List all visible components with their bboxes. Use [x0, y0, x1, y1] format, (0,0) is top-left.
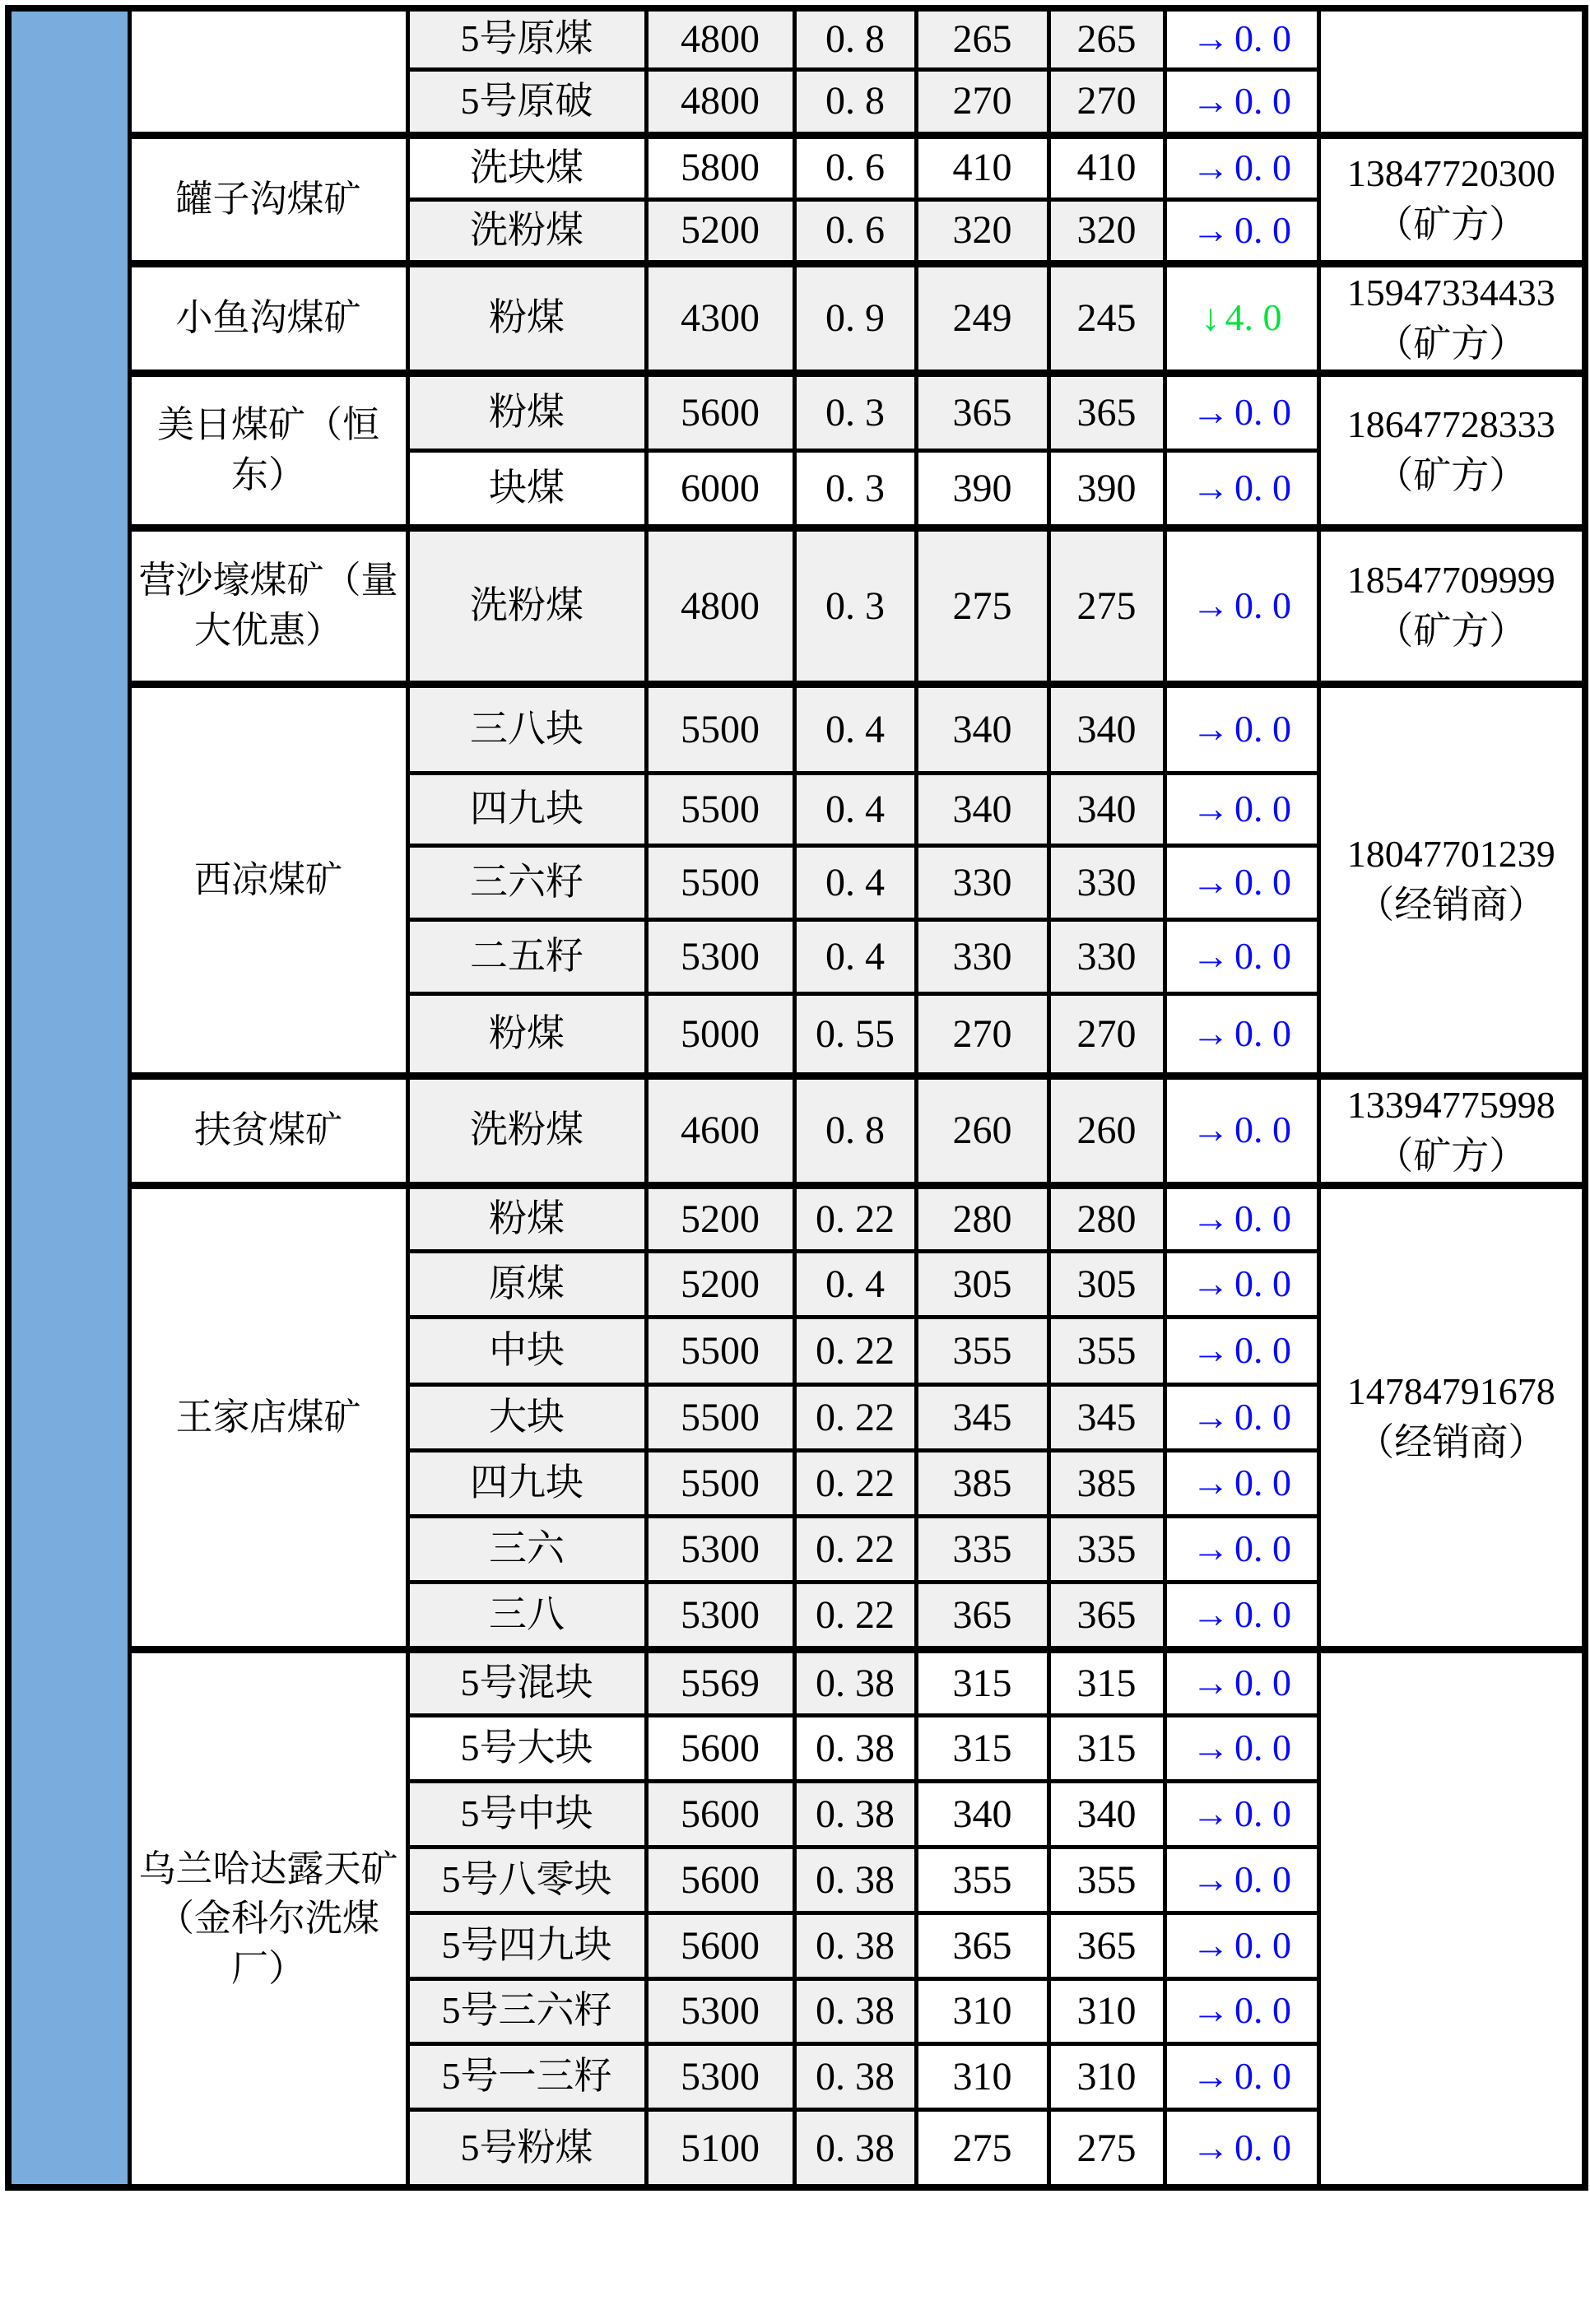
coal-type-cell: 块煤: [407, 450, 646, 528]
price-prev-cell: 310: [916, 1978, 1048, 2043]
price-now-cell: 390: [1048, 450, 1165, 528]
sulfur-value-cell: 0. 6: [794, 135, 916, 199]
sulfur-value-cell: 0. 3: [794, 528, 916, 684]
trend-flat-icon: →: [1192, 1857, 1230, 1900]
sulfur-value-cell: 0. 22: [794, 1516, 916, 1582]
price-change-cell: [1165, 1978, 1318, 2043]
price-prev-cell: 330: [916, 919, 1048, 993]
trend-flat-icon: →: [1192, 860, 1230, 903]
calorific-value-cell: 5600: [646, 1715, 794, 1781]
price-prev-cell: 315: [916, 1715, 1048, 1781]
phone-cell: [1318, 135, 1585, 263]
price-prev-cell: 345: [916, 1384, 1048, 1450]
coal-type-cell: 三八: [407, 1582, 646, 1649]
trend-flat-icon: →: [1192, 1262, 1230, 1304]
sulfur-value-cell: 0. 8: [794, 8, 916, 69]
phone-number: 13394775998: [1346, 1083, 1555, 1126]
price-prev-cell: 270: [916, 69, 1048, 135]
trend-flat-icon: →: [1192, 1661, 1230, 1703]
price-change-cell: [1165, 2109, 1318, 2187]
change-value: 0. 0: [1234, 2054, 1291, 2097]
price-change-cell: [1165, 1076, 1318, 1185]
change-value: 0. 0: [1234, 208, 1291, 251]
trend-flat-icon: →: [1192, 1109, 1230, 1151]
mine-name-cell: 小鱼沟煤矿: [129, 263, 407, 373]
calorific-value-cell: 5800: [646, 135, 794, 199]
price-change-cell: [1165, 1516, 1318, 1582]
change-value: 0. 0: [1234, 1395, 1291, 1438]
price-prev-cell: 260: [916, 1076, 1048, 1185]
coal-type-cell: 三六籽: [407, 845, 646, 919]
phone-cell: [1318, 684, 1585, 1076]
calorific-value-cell: 4800: [646, 528, 794, 684]
calorific-value-cell: 5500: [646, 1384, 794, 1450]
calorific-value-cell: 4800: [646, 69, 794, 135]
change-value: 0. 0: [1234, 1989, 1291, 2032]
phone-cell: [1318, 1649, 1585, 2187]
phone-role: （经销商）: [1356, 1421, 1546, 1464]
calorific-value-cell: 4600: [646, 1076, 794, 1185]
price-prev-cell: 365: [916, 1582, 1048, 1649]
coal-type-cell: 粉煤: [407, 993, 646, 1076]
price-change-cell: [1165, 528, 1318, 684]
price-prev-cell: 330: [916, 845, 1048, 919]
calorific-value-cell: 5100: [646, 2109, 794, 2187]
trend-flat-icon: →: [1192, 2126, 1230, 2168]
change-value: 0. 0: [1234, 707, 1291, 750]
price-now-cell: 340: [1048, 773, 1165, 845]
price-now-cell: 340: [1048, 1781, 1165, 1847]
sulfur-value-cell: 0. 8: [794, 69, 916, 135]
price-now-cell: 310: [1048, 2043, 1165, 2109]
phone-number: 14784791678: [1346, 1370, 1555, 1413]
change-value: 0. 0: [1234, 1527, 1291, 1569]
price-prev-cell: 275: [916, 2109, 1048, 2187]
price-change-cell: [1165, 450, 1318, 528]
mine-name-cell: 王家店煤矿: [129, 1185, 407, 1649]
coal-type-cell: 洗块煤: [407, 135, 646, 199]
trend-down-icon: ↓: [1201, 296, 1220, 339]
change-value: 0. 0: [1234, 1328, 1291, 1371]
calorific-value-cell: 6000: [646, 450, 794, 528]
sulfur-value-cell: 0. 6: [794, 199, 916, 263]
price-now-cell: 270: [1048, 69, 1165, 135]
sulfur-value-cell: 0. 22: [794, 1450, 916, 1516]
calorific-value-cell: 5500: [646, 773, 794, 845]
phone-cell: [1318, 528, 1585, 684]
price-change-cell: [1165, 69, 1318, 135]
mine-name-cell: 扶贫煤矿: [129, 1076, 407, 1185]
region-band: [8, 8, 129, 2187]
sulfur-value-cell: 0. 4: [794, 845, 916, 919]
price-prev-cell: 355: [916, 1317, 1048, 1384]
calorific-value-cell: 5600: [646, 1913, 794, 1978]
sulfur-value-cell: 0. 4: [794, 773, 916, 845]
change-value: 0. 0: [1234, 1011, 1291, 1054]
trend-flat-icon: →: [1192, 1328, 1230, 1371]
price-now-cell: 365: [1048, 1582, 1165, 1649]
price-now-cell: 355: [1048, 1317, 1165, 1384]
coal-type-cell: 5号四九块: [407, 1913, 646, 1978]
price-now-cell: 385: [1048, 1450, 1165, 1516]
table-row: [8, 684, 1585, 773]
sulfur-value-cell: 0. 22: [794, 1317, 916, 1384]
coal-type-cell: 大块: [407, 1384, 646, 1450]
change-value: 0. 0: [1234, 390, 1291, 433]
sulfur-value-cell: 0. 3: [794, 373, 916, 450]
coal-type-cell: 5号原煤: [407, 8, 646, 69]
calorific-value-cell: 5300: [646, 2043, 794, 2109]
change-value: 0. 0: [1234, 1461, 1291, 1504]
calorific-value-cell: 5500: [646, 1317, 794, 1384]
trend-flat-icon: →: [1192, 1011, 1230, 1054]
trend-flat-icon: →: [1192, 1923, 1230, 1966]
price-now-cell: 265: [1048, 8, 1165, 69]
price-now-cell: 310: [1048, 1978, 1165, 2043]
mine-name-cell: 西凉煤矿: [129, 684, 407, 1076]
coal-type-cell: 洗粉煤: [407, 1076, 646, 1185]
price-prev-cell: 280: [916, 1185, 1048, 1251]
price-now-cell: 315: [1048, 1649, 1165, 1715]
price-now-cell: 260: [1048, 1076, 1165, 1185]
price-change-cell: [1165, 1317, 1318, 1384]
coal-type-cell: 中块: [407, 1317, 646, 1384]
coal-type-cell: 5号大块: [407, 1715, 646, 1781]
sulfur-value-cell: 0. 4: [794, 684, 916, 773]
calorific-value-cell: 5300: [646, 919, 794, 993]
price-change-cell: [1165, 993, 1318, 1076]
trend-flat-icon: →: [1192, 1395, 1230, 1438]
table-row: [8, 135, 1585, 199]
price-now-cell: 410: [1048, 135, 1165, 199]
sulfur-value-cell: 0. 4: [794, 1251, 916, 1317]
change-value: 0. 0: [1234, 934, 1291, 977]
trend-flat-icon: →: [1192, 208, 1230, 251]
price-change-cell: [1165, 2043, 1318, 2109]
price-now-cell: 275: [1048, 2109, 1165, 2187]
coal-type-cell: 粉煤: [407, 1185, 646, 1251]
calorific-value-cell: 5500: [646, 684, 794, 773]
coal-type-cell: 三八块: [407, 684, 646, 773]
change-value: 0. 0: [1234, 1923, 1291, 1966]
change-value: 0. 0: [1234, 17, 1291, 60]
price-change-cell: [1165, 1847, 1318, 1913]
coal-type-cell: 洗粉煤: [407, 199, 646, 263]
coal-type-cell: 洗粉煤: [407, 528, 646, 684]
trend-flat-icon: →: [1192, 1461, 1230, 1504]
price-change-cell: [1165, 1582, 1318, 1649]
trend-flat-icon: →: [1192, 583, 1230, 626]
phone-cell: [1318, 263, 1585, 373]
trend-flat-icon: →: [1192, 1592, 1230, 1635]
coal-type-cell: 二五籽: [407, 919, 646, 993]
change-value: 0. 0: [1234, 1857, 1291, 1900]
coal-type-cell: 原煤: [407, 1251, 646, 1317]
coal-type-cell: 5号一三籽: [407, 2043, 646, 2109]
trend-flat-icon: →: [1192, 1726, 1230, 1769]
change-value: 0. 0: [1234, 2126, 1291, 2168]
price-change-cell: [1165, 1185, 1318, 1251]
price-now-cell: 320: [1048, 199, 1165, 263]
change-value: 0. 0: [1234, 1726, 1291, 1769]
price-change-cell: [1165, 373, 1318, 450]
coal-type-cell: 四九块: [407, 773, 646, 845]
sulfur-value-cell: 0. 38: [794, 2109, 916, 2187]
calorific-value-cell: 5300: [646, 1582, 794, 1649]
phone-role: （矿方）: [1375, 322, 1527, 365]
sulfur-value-cell: 0. 8: [794, 1076, 916, 1185]
price-prev-cell: 335: [916, 1516, 1048, 1582]
price-now-cell: 275: [1048, 528, 1165, 684]
trend-flat-icon: →: [1192, 466, 1230, 509]
coal-type-cell: 5号粉煤: [407, 2109, 646, 2187]
phone-number: 18547709999: [1346, 559, 1555, 602]
change-value: 0. 0: [1234, 1262, 1291, 1304]
price-change-cell: [1165, 919, 1318, 993]
price-now-cell: 335: [1048, 1516, 1165, 1582]
price-now-cell: 245: [1048, 263, 1165, 373]
phone-cell: [1318, 1185, 1585, 1649]
calorific-value-cell: 5300: [646, 1516, 794, 1582]
price-change-cell: [1165, 1649, 1318, 1715]
phone-number: 13847720300: [1346, 151, 1555, 194]
price-now-cell: 340: [1048, 684, 1165, 773]
price-now-cell: 305: [1048, 1251, 1165, 1317]
coal-type-cell: 三六: [407, 1516, 646, 1582]
change-value: 0. 0: [1234, 1661, 1291, 1703]
trend-flat-icon: →: [1192, 2054, 1230, 2097]
coal-type-cell: 粉煤: [407, 263, 646, 373]
table-row: [8, 263, 1585, 373]
calorific-value-cell: 5200: [646, 199, 794, 263]
table-body: [8, 8, 1585, 2187]
change-value: 0. 0: [1234, 1792, 1291, 1834]
phone-role: （矿方）: [1375, 1134, 1527, 1177]
change-value: 4. 0: [1225, 296, 1282, 339]
trend-flat-icon: →: [1192, 1527, 1230, 1569]
calorific-value-cell: 5500: [646, 1450, 794, 1516]
coal-type-cell: 粉煤: [407, 373, 646, 450]
price-prev-cell: 340: [916, 773, 1048, 845]
price-prev-cell: 355: [916, 1847, 1048, 1913]
coal-type-cell: 四九块: [407, 1450, 646, 1516]
price-change-cell: [1165, 1450, 1318, 1516]
price-now-cell: 315: [1048, 1715, 1165, 1781]
table-row: [8, 1076, 1585, 1185]
calorific-value-cell: 5200: [646, 1251, 794, 1317]
calorific-value-cell: 5300: [646, 1978, 794, 2043]
price-prev-cell: 305: [916, 1251, 1048, 1317]
price-change-cell: [1165, 684, 1318, 773]
trend-flat-icon: →: [1192, 707, 1230, 750]
sulfur-value-cell: 0. 55: [794, 993, 916, 1076]
trend-flat-icon: →: [1192, 146, 1230, 188]
price-prev-cell: 249: [916, 263, 1048, 373]
sulfur-value-cell: 0. 38: [794, 1978, 916, 2043]
trend-flat-icon: →: [1192, 390, 1230, 433]
sulfur-value-cell: 0. 38: [794, 1715, 916, 1781]
sulfur-value-cell: 0. 38: [794, 2043, 916, 2109]
sulfur-value-cell: 0. 22: [794, 1582, 916, 1649]
coal-type-cell: 5号三六籽: [407, 1978, 646, 2043]
price-change-cell: [1165, 1251, 1318, 1317]
calorific-value-cell: 5600: [646, 373, 794, 450]
sulfur-value-cell: 0. 22: [794, 1185, 916, 1251]
price-prev-cell: 275: [916, 528, 1048, 684]
price-now-cell: 365: [1048, 1913, 1165, 1978]
calorific-value-cell: 5600: [646, 1847, 794, 1913]
change-value: 0. 0: [1234, 1592, 1291, 1635]
change-value: 0. 0: [1234, 146, 1291, 188]
calorific-value-cell: 5569: [646, 1649, 794, 1715]
price-change-cell: [1165, 263, 1318, 373]
table-row: [8, 8, 1585, 69]
calorific-value-cell: 5200: [646, 1185, 794, 1251]
change-value: 0. 0: [1234, 583, 1291, 626]
change-value: 0. 0: [1234, 860, 1291, 903]
price-prev-cell: 265: [916, 8, 1048, 69]
price-prev-cell: 340: [916, 1781, 1048, 1847]
phone-number: 18647728333: [1346, 403, 1555, 446]
price-change-cell: [1165, 1913, 1318, 1978]
coal-price-table: [5, 5, 1588, 2191]
coal-type-cell: 5号原破: [407, 69, 646, 135]
calorific-value-cell: 4800: [646, 8, 794, 69]
price-change-cell: [1165, 135, 1318, 199]
phone-cell: [1318, 373, 1585, 528]
price-prev-cell: 385: [916, 1450, 1048, 1516]
coal-price-sheet: [5, 5, 1588, 2191]
price-change-cell: [1165, 1781, 1318, 1847]
change-value: 0. 0: [1234, 79, 1291, 122]
table-row: [8, 373, 1585, 450]
price-change-cell: [1165, 773, 1318, 845]
trend-flat-icon: →: [1192, 17, 1230, 60]
coal-type-cell: 5号混块: [407, 1649, 646, 1715]
price-prev-cell: 315: [916, 1649, 1048, 1715]
trend-flat-icon: →: [1192, 1792, 1230, 1834]
change-value: 0. 0: [1234, 1109, 1291, 1151]
price-change-cell: [1165, 8, 1318, 69]
sulfur-value-cell: 0. 3: [794, 450, 916, 528]
price-change-cell: [1165, 199, 1318, 263]
phone-number: 15947334433: [1346, 271, 1555, 314]
coal-type-cell: 5号中块: [407, 1781, 646, 1847]
price-now-cell: 365: [1048, 373, 1165, 450]
phone-cell: [1318, 1076, 1585, 1185]
mine-name-cell: 美日煤矿（恒东）: [129, 373, 407, 528]
change-value: 0. 0: [1234, 1197, 1291, 1239]
trend-flat-icon: →: [1192, 79, 1230, 122]
trend-flat-icon: →: [1192, 934, 1230, 977]
phone-role: （矿方）: [1375, 203, 1527, 245]
price-now-cell: 345: [1048, 1384, 1165, 1450]
price-prev-cell: 340: [916, 684, 1048, 773]
calorific-value-cell: 5000: [646, 993, 794, 1076]
price-now-cell: 330: [1048, 845, 1165, 919]
sulfur-value-cell: 0. 38: [794, 1781, 916, 1847]
table-row: [8, 528, 1585, 684]
price-prev-cell: 410: [916, 135, 1048, 199]
price-prev-cell: 365: [916, 1913, 1048, 1978]
change-value: 0. 0: [1234, 466, 1291, 509]
table-row: [8, 1185, 1585, 1251]
phone-cell: [1318, 8, 1585, 135]
sulfur-value-cell: 0. 38: [794, 1847, 916, 1913]
price-prev-cell: 390: [916, 450, 1048, 528]
calorific-value-cell: 5600: [646, 1781, 794, 1847]
phone-role: （矿方）: [1375, 610, 1527, 653]
phone-role: （经销商）: [1356, 884, 1546, 927]
price-now-cell: 270: [1048, 993, 1165, 1076]
table-row: [8, 1649, 1585, 1715]
price-change-cell: [1165, 1384, 1318, 1450]
price-now-cell: 280: [1048, 1185, 1165, 1251]
coal-type-cell: 5号八零块: [407, 1847, 646, 1913]
phone-number: 18047701239: [1346, 833, 1555, 876]
sulfur-value-cell: 0. 38: [794, 1649, 916, 1715]
trend-flat-icon: →: [1192, 1989, 1230, 2032]
mine-name-cell: 乌兰哈达露天矿（金科尔洗煤厂）: [129, 1649, 407, 2187]
sulfur-value-cell: 0. 9: [794, 263, 916, 373]
price-now-cell: 355: [1048, 1847, 1165, 1913]
price-prev-cell: 270: [916, 993, 1048, 1076]
trend-flat-icon: →: [1192, 1197, 1230, 1239]
mine-name-cell: 营沙壕煤矿（量大优惠）: [129, 528, 407, 684]
sulfur-value-cell: 0. 4: [794, 919, 916, 993]
calorific-value-cell: 5500: [646, 845, 794, 919]
calorific-value-cell: 4300: [646, 263, 794, 373]
price-change-cell: [1165, 1715, 1318, 1781]
price-now-cell: 330: [1048, 919, 1165, 993]
price-change-cell: [1165, 845, 1318, 919]
change-value: 0. 0: [1234, 787, 1291, 830]
price-prev-cell: 320: [916, 199, 1048, 263]
mine-name-cell: [129, 8, 407, 135]
phone-role: （矿方）: [1375, 454, 1527, 497]
sulfur-value-cell: 0. 38: [794, 1913, 916, 1978]
price-prev-cell: 310: [916, 2043, 1048, 2109]
price-prev-cell: 365: [916, 373, 1048, 450]
trend-flat-icon: →: [1192, 787, 1230, 830]
sulfur-value-cell: 0. 22: [794, 1384, 916, 1450]
mine-name-cell: 罐子沟煤矿: [129, 135, 407, 263]
